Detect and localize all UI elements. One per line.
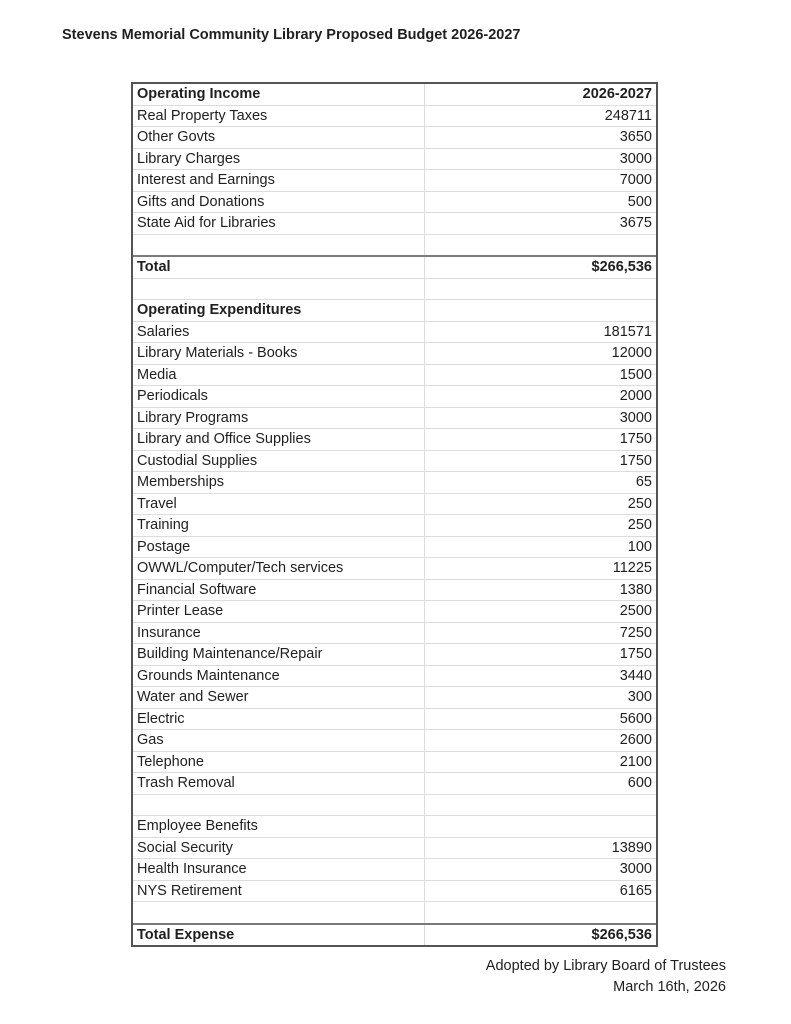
row-label: Grounds Maintenance — [133, 666, 425, 687]
table-row — [133, 234, 656, 256]
row-value: 181571 — [603, 323, 652, 340]
row-value: 3675 — [619, 215, 652, 231]
table-row — [133, 385, 656, 407]
table-row — [133, 880, 656, 902]
table-row — [133, 191, 656, 213]
document-title: Stevens Memorial Community Library Proposed Budget 2026-2027 — [62, 27, 521, 43]
table-row — [133, 600, 656, 622]
row-value: 13890 — [611, 839, 652, 856]
table-row — [133, 278, 656, 300]
table-row — [133, 772, 656, 794]
row-label: Total Expense — [133, 925, 425, 946]
table-row — [133, 514, 656, 536]
row-label: Building Maintenance/Repair — [133, 644, 425, 665]
row-label: Periodicals — [133, 386, 425, 407]
row-label: Social Security — [133, 838, 425, 859]
row-value: 1380 — [619, 581, 652, 598]
table-row — [133, 126, 656, 148]
row-value — [425, 795, 656, 816]
row-value: 100 — [627, 538, 652, 555]
table-row — [133, 471, 656, 493]
row-label: Trash Removal — [133, 773, 425, 794]
row-value: 1750 — [619, 646, 652, 662]
row-label: Water and Sewer — [133, 687, 425, 708]
table-row — [133, 148, 656, 170]
row-value: 2600 — [619, 732, 652, 748]
row-value: 248711 — [604, 107, 652, 124]
table-header-row — [133, 84, 656, 105]
table-row — [133, 794, 656, 816]
row-label: Gas — [133, 730, 425, 751]
row-value — [425, 300, 656, 321]
row-label: State Aid for Libraries — [133, 213, 425, 234]
row-label: OWWL/Computer/Tech services — [133, 558, 425, 579]
row-value: 2100 — [619, 753, 652, 770]
header-year-label: 2026-2027 — [582, 86, 652, 102]
table-row — [133, 255, 656, 278]
table-row — [133, 686, 656, 708]
table-row — [133, 708, 656, 730]
table-row — [133, 450, 656, 472]
row-value: 12000 — [611, 345, 652, 361]
row-value — [425, 235, 656, 256]
table-row — [133, 729, 656, 751]
row-value: 500 — [627, 193, 652, 210]
row-label: Operating Expenditures — [133, 300, 425, 321]
table-row — [133, 536, 656, 558]
row-value: 3650 — [619, 129, 652, 145]
row-value: 6165 — [619, 882, 652, 899]
adoption-note — [486, 956, 726, 998]
row-value: $266,536 — [591, 926, 652, 943]
row-label: Employee Benefits — [133, 816, 425, 837]
row-label: Library and Office Supplies — [133, 429, 425, 450]
row-label: Library Charges — [133, 149, 425, 170]
row-value: 5600 — [619, 710, 652, 727]
row-value — [425, 279, 656, 300]
row-value: 3000 — [619, 861, 652, 877]
row-label: Health Insurance — [133, 859, 425, 880]
row-label: Other Govts — [133, 127, 425, 148]
row-value: 7000 — [619, 172, 652, 188]
table-row — [133, 407, 656, 429]
adoption-date: March 16th, 2026 — [613, 979, 726, 995]
row-label — [133, 795, 425, 816]
row-value — [425, 902, 656, 923]
row-label: Insurance — [133, 623, 425, 644]
row-value: 600 — [627, 775, 652, 791]
row-label: Library Materials - Books — [133, 343, 425, 364]
row-label — [133, 902, 425, 923]
row-value: 2000 — [619, 388, 652, 404]
row-label: Interest and Earnings — [133, 170, 425, 191]
row-label: Total — [133, 257, 425, 278]
table-row — [133, 342, 656, 364]
table-row — [133, 105, 656, 127]
row-value: 1750 — [619, 452, 652, 469]
row-label: Financial Software — [133, 580, 425, 601]
row-label: Custodial Supplies — [133, 451, 425, 472]
table-row — [133, 212, 656, 234]
table-row — [133, 751, 656, 773]
table-row — [133, 901, 656, 923]
table-row — [133, 557, 656, 579]
row-label: Gifts and Donations — [133, 192, 425, 213]
row-label: Training — [133, 515, 425, 536]
row-label: NYS Retirement — [133, 881, 425, 902]
row-label: Printer Lease — [133, 601, 425, 622]
budget-table — [131, 82, 658, 947]
table-row — [133, 493, 656, 515]
row-value: 300 — [627, 689, 652, 705]
row-label: Media — [133, 365, 425, 386]
table-row — [133, 815, 656, 837]
row-value: 3000 — [619, 150, 652, 167]
row-value: 1500 — [619, 366, 652, 383]
table-row — [133, 579, 656, 601]
table-row — [133, 364, 656, 386]
row-label: Electric — [133, 709, 425, 730]
table-row — [133, 923, 656, 946]
row-value: 250 — [627, 495, 652, 512]
row-value: $266,536 — [591, 259, 652, 275]
table-row — [133, 299, 656, 321]
table-row — [133, 665, 656, 687]
row-value: 250 — [627, 517, 652, 533]
row-label — [133, 235, 425, 256]
table-row — [133, 837, 656, 859]
row-value: 3440 — [619, 667, 652, 684]
table-row — [133, 428, 656, 450]
adoption-line: Adopted by Library Board of Trustees — [485, 958, 726, 974]
table-row — [133, 321, 656, 343]
row-value: 2500 — [619, 603, 652, 619]
row-value — [425, 816, 656, 837]
row-label: Memberships — [133, 472, 425, 493]
row-value: 65 — [635, 474, 652, 490]
row-value: 1750 — [619, 431, 652, 447]
table-row — [133, 858, 656, 880]
row-value: 7250 — [619, 624, 652, 641]
header-category-label: Operating Income — [133, 84, 425, 105]
row-label: Telephone — [133, 752, 425, 773]
table-row — [133, 169, 656, 191]
row-label: Real Property Taxes — [133, 106, 425, 127]
row-value: 11225 — [612, 560, 652, 576]
row-value: 3000 — [619, 409, 652, 426]
row-label: Postage — [133, 537, 425, 558]
table-row — [133, 643, 656, 665]
row-label — [133, 279, 425, 300]
row-label: Library Programs — [133, 408, 425, 429]
row-label: Travel — [133, 494, 425, 515]
row-label: Salaries — [133, 322, 425, 343]
table-row — [133, 622, 656, 644]
